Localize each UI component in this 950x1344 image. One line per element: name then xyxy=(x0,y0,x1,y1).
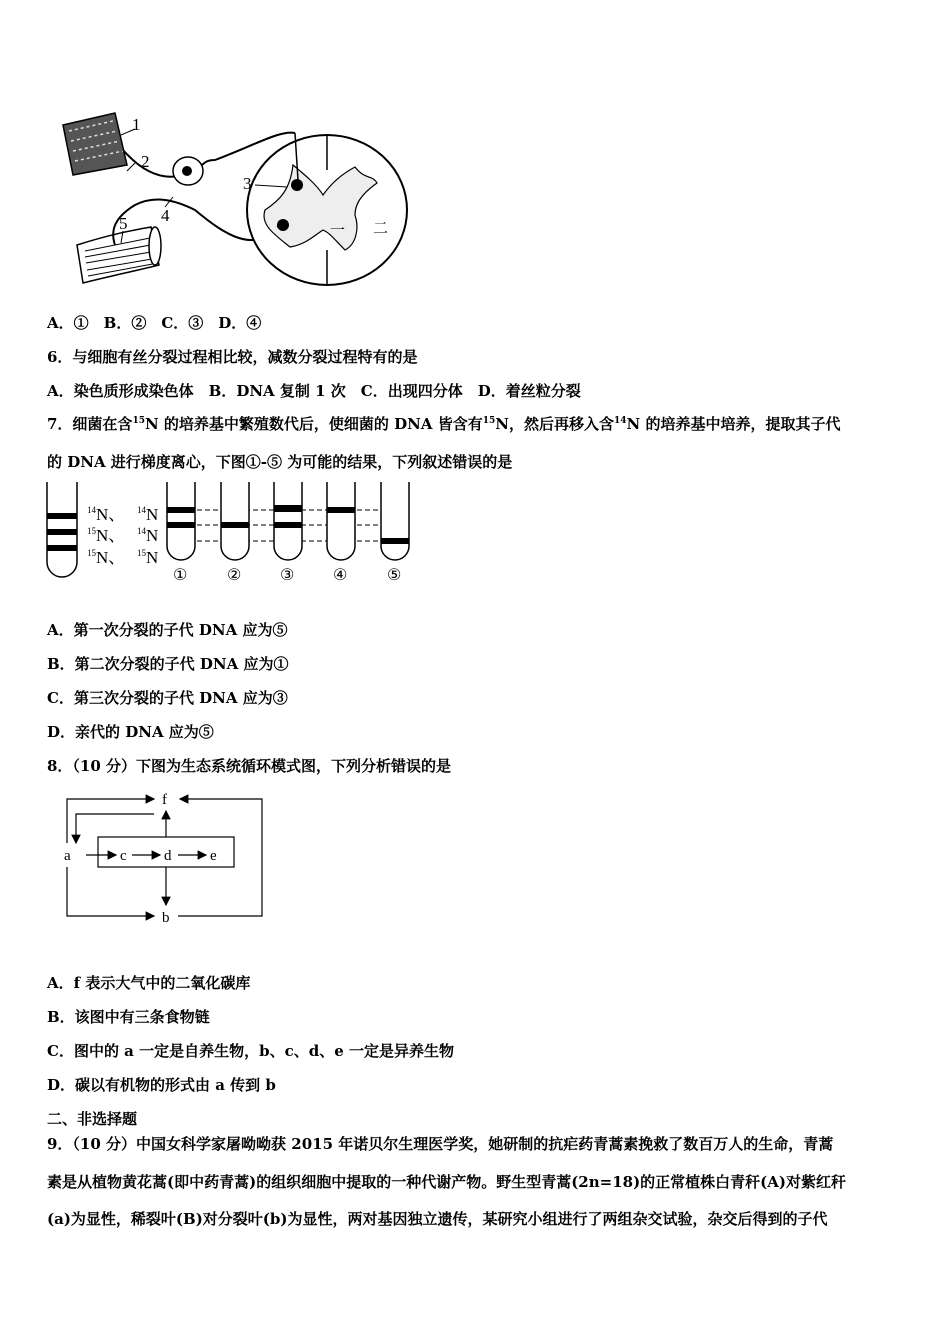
q5-options: A．① B．② C．③ D．④ xyxy=(47,314,262,332)
q7-option-a: A．第一次分裂的子代 DNA 应为⑤ xyxy=(47,621,288,639)
q7-option-c: C．第三次分裂的子代 DNA 应为③ xyxy=(47,689,288,707)
scale-n-mid: N xyxy=(146,526,159,545)
q8-stem: 8．（10 分）下图为生态系统循环模式图，下列分析错误的是 xyxy=(47,757,452,775)
q7-stem-line2: 的 DNA 进行梯度离心，下图①-⑤ 为可能的结果，下列叙述错误的是 xyxy=(47,453,513,471)
q7-sup2: 15 xyxy=(482,416,496,426)
scale-label-14 xyxy=(137,505,158,524)
node-a: a xyxy=(64,848,71,864)
q8-option-b: B．该图中有三条食物链 xyxy=(47,1008,210,1026)
tube-1 xyxy=(167,482,195,560)
tube-label-2: ② xyxy=(227,567,242,584)
q7-option-b: B．第二次分裂的子代 DNA 应为① xyxy=(47,655,289,673)
ecosystem-cycle-diagram xyxy=(50,785,280,930)
figure-label-4: 4 xyxy=(161,206,170,225)
receptor-skin-drawing xyxy=(63,113,127,175)
figure-label-1: 1 xyxy=(132,115,141,134)
node-d: d xyxy=(164,848,172,864)
q6-options: A．染色质形成染色体 B．DNA 复制 1 次 C．出现四分体 D．着丝粒分裂 xyxy=(47,382,581,400)
tube-5 xyxy=(381,482,409,560)
q6-stem-text: 6．与细胞有丝分裂过程相比较，减数分裂过程特有的是 xyxy=(47,348,418,366)
ref-n-3: N、 xyxy=(96,548,126,567)
section-title: 二、非选择题 xyxy=(47,1110,138,1128)
q6-stem xyxy=(47,346,417,367)
node-c: c xyxy=(120,848,127,864)
q7-stem-part1: 7．细菌在含 xyxy=(47,415,133,433)
effector-muscle-drawing xyxy=(77,227,161,283)
spinal-cord-cross-section xyxy=(247,133,407,285)
q7-stem-part4: N 的培养基中培养，提取其子代 xyxy=(626,415,841,433)
q8-option-c: C．图中的 a 一定是自养生物，b、c、d、e 一定是异养生物 xyxy=(47,1042,454,1060)
reflex-arc-figure xyxy=(55,105,425,295)
q9-line-2: 素是从植物黄花蒿(即中药青蒿)的组织细胞中提取的一种代谢产物。野生型青蒿(2n=18)的正常植株白青秆(A)对紫红秆 xyxy=(47,1173,847,1191)
figure-label-one: 一 xyxy=(330,223,346,239)
node-e: e xyxy=(210,848,217,864)
ref-n-1: N、 xyxy=(96,505,126,524)
q7-option-d: D．亲代的 DNA 应为⑤ xyxy=(47,723,214,741)
q7-stem-part3: N，然后再移入含 xyxy=(495,415,614,433)
q9-line-1: 9．（10 分）中国女科学家屠呦呦获 2015 年诺贝尔生理医学奖，她研制的抗疟药青蒿素挽救了数百万人的生命，青蒿 xyxy=(47,1135,834,1153)
ref-label-3 xyxy=(87,548,125,567)
node-b: b xyxy=(162,910,170,926)
ref-label-1 xyxy=(87,505,125,524)
node-f: f xyxy=(162,792,167,808)
scale-label-15 xyxy=(137,548,158,567)
ref-sup-15b: 15 xyxy=(87,548,96,558)
tube-label-1: ① xyxy=(173,567,188,584)
scale-n-14: N xyxy=(146,505,159,524)
q8-option-a: A．f 表示大气中的二氧化碳库 xyxy=(47,974,251,992)
figure-label-5: 5 xyxy=(119,214,128,233)
q7-stem-part2: N 的培养基中繁殖数代后，使细菌的 DNA 皆含有 xyxy=(144,415,483,433)
q7-stem xyxy=(47,413,840,434)
figure-label-two: 二 xyxy=(373,221,389,237)
ref-label-2 xyxy=(87,526,125,545)
tube-4 xyxy=(327,482,355,560)
tube-2 xyxy=(221,482,249,560)
figure-label-2: 2 xyxy=(141,152,150,171)
q8-option-d: D．碳以有机物的形式由 a 传到 b xyxy=(47,1076,276,1094)
q9-line-3: (a)为显性，稀裂叶(B)对分裂叶(b)为显性，两对基因独立遗传，某研究小组进行了两组杂交试验，杂交后得到的子代 xyxy=(47,1210,828,1228)
tube-3 xyxy=(274,482,302,560)
scale-sup-14: 14 xyxy=(137,505,146,515)
scale-n-15: N xyxy=(146,548,159,567)
ref-sup-15a: 15 xyxy=(87,526,96,536)
scale-label-mid xyxy=(137,526,158,545)
scale-sup-mid: 14 xyxy=(137,526,146,536)
tube-label-4: ④ xyxy=(333,567,348,584)
tube-label-5: ⑤ xyxy=(387,567,402,584)
ref-n-2: N、 xyxy=(96,526,126,545)
tube-label-3: ③ xyxy=(280,567,295,584)
q7-sup3: 14 xyxy=(613,416,627,426)
ref-sup-14a: 14 xyxy=(87,505,96,515)
q7-sup1: 15 xyxy=(132,416,145,426)
centrifuge-tubes-figure xyxy=(42,480,414,588)
scale-sup-15: 15 xyxy=(137,548,146,558)
figure-label-3: 3 xyxy=(243,174,252,193)
